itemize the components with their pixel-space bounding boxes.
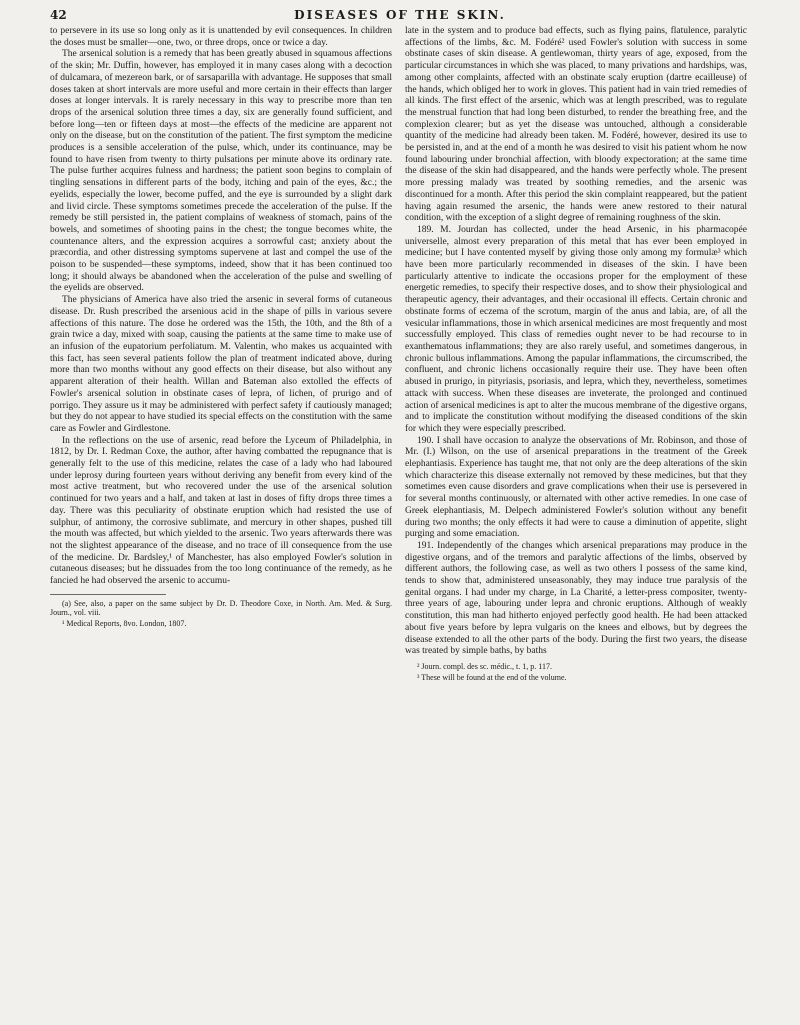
paragraph: The arsenical solution is a remedy that has been greatly abused in squamous affections of the skin; Mr. Duffin, however, has employed it in many cases along with a decoction of dulcamara, of mezereon bark, or of sarsaparilla with advantage. He supposes that small doses taken at short intervals are more useful and more certain in their effects than larger doses at longer intervals. It is rarely necessary in this way to prescribe more than ten drops of the arsenical solution three times a day, six are generally found sufficient, and before long—ten or fifteen days at most—the effects of the medicine are apparent not only on the disease, but on the constitution of the patient. The first symptom the medicine produces is a sensible acceleration of the pulse, which, under its continuance, may be found to have risen from twenty to thirty pulsations per minute above its ordinary rate. The pulse further acquires fulness and hardness; the patient soon begins to complain of tingling sensations in different parts of the body, itching and pain of the eyes, &c.; the eyelids, especially the lower, become puffed, and the eye is surrounded by a slight dark and livid circle. These symptoms sometimes precede the acceleration of the pulse. If the remedy be still persisted in, the patient complains of weakness of stomach, pains of the bowels, and sometimes of shooting pains in the chest; the tongue becomes white, the countenance alters, and the expression acquires a sorrowful cast; anxiety about the præcordia, and other distressing symptoms supervene at last and compel the use of the poison to be suspended—these symptoms, indeed, show that it has been continued too long; it should always be abandoned when the acceleration of the pulse and swelling of the eyelids are observed.: [50, 49, 392, 294]
right-footnotes: [405, 662, 747, 682]
footnote: ³ These will be found at the end of the volume.: [417, 672, 567, 682]
running-head: DISEASES OF THE SKIN.: [294, 8, 506, 22]
paragraph: The physicians of America have also tried the arsenic in several forms of cutaneous disease. Dr. Rush prescribed the arsenious acid in the shape of pills in various severe affections of this nature. The dose he ordered was the 15th, the 10th, and the 8th of a grain twice a day, mixed with soap, causing the patients at the same time to make use of an infusion of the eupatorium perfoliatum. M. Valentin, who makes us acquainted with this fact, has seen several patients follow the plan of treatment indicated above, during more than two months without any good effects on their disease, but also without any apparent alteration of their health. Willan and Bateman also extolled the effects of Fowler's arsenical solution in obstinate cases of lepra, of lichen, of prurigo and of porrigo. They assure us it may be administered with perfect safety if cautiously managed; but they do not appear to have studied its special effects on the constitution with the same care as Fowler and Girdlestone.: [50, 295, 392, 434]
footnote-divider: [50, 594, 166, 595]
footnote: ² Journ. compl. des sc. médic., t. 1, p. 117.: [417, 661, 552, 671]
paragraph: 191. Independently of the changes which arsenical preparations may produce in the digestive organs, and of the tremors and paralytic affections of the limbs, observed by different authors, the following case, as well as two others I possess of the same kind, tends to show that, administered unseasonably, they may induce true paralysis of the genital organs. I had under my charge, in La Charité, a letter-press compositer, twenty-three years of age, labouring under lepra and chronic eruptions. Although of weakly constitution, this man had hitherto enjoyed perfectly good health. He had been attacked about five years before by lepra vulgaris on the knees and elbows, but by degrees the disease extended to all the other parts of the body. During the first two years, the disease was treated by simple baths, by baths: [405, 540, 747, 657]
paragraph: late in the system and to produce bad effects, such as flying pains, flatulence, paralytic affections of the limbs, &c. M. Fodéré² used Fowler's solution with success in some obstinate cases of skin disease. A gentlewoman, thirty years of age, exposed, from the particular circumstances in which she was placed, to many privations and hardships, was, among other complaints, affected with an obstinate scaly eruption (dartre ecailleuse) of the hands, which obliged her to work in gloves. This patient had in vain tried remedies of all kinds. The first effect of the arsenic, which was at length prescribed, was to regulate the menstrual function that had long been disturbed, to render the breathing free, and the complexion clearer; but as yet the disease was untouched, although a considerable quantity of the medicine had already been taken. M. Fodéré, however, desired its use to be persisted in, and at the end of a month he was desired to visit his patient whom he now found labouring under bronchial affection, with bloody expectoration; at the same time the disease of the skin had disappeared, and the hands were perfectly whole. The present more pressing malady was treated by soothing remedies, and the arsenic was discontinued for a month. After this period the skin complaint reappeared, but the patient having again resumed the arsenic, the hands were anew restored to their natural condition, with the exception of a slight degree of remaining roughness of the skin.: [405, 26, 747, 224]
page-header: [50, 8, 750, 28]
paragraph: 189. M. Jourdan has collected, under the head Arsenic, in his pharmacopée universelle, almost every preparation of this metal that has ever been employed in medicine; but I have contented myself by giving those only among my formulæ³ which have been more particularly recommended in diseases of the skin. I have been particularly attentive to indicate the occasions proper for the employment of these energetic remedies, to specify their respective doses, and to show their physiological and therapeutic agency, their advantages, and their occasional ill effects. Certain chronic and obstinate forms of eczema of the scrotum, margin of the anus and labia, are, of all the vesicular inflammations, those in which arsenical medicines are most frequently and most successfully employed. This class of remedies ought never to be had recourse to in exanthematous inflammations; they are also rarely useful, and sometimes dangerous, in chronic bullous inflammations. Among the papular inflammations, the circumscribed, the confluent, and chronic lichens occasionally require their use. They have been often abused in prurigo, in pityriasis, psoriasis, and lepra, which they, nevertheless, sometimes attack with success. When these diseases are inveterate, the prolonged and continued action of arsenical medicines is apt to alter the mucous membrane of the digestive organs, and to implicate the constitution without modifying the diseased conditions of the skin for which they were especially prescribed.: [405, 224, 747, 434]
left-column: [50, 26, 392, 1016]
footnote: (a) See, also, a paper on the same subject by Dr. D. Theodore Coxe, in North. Am. Med. & Surg. Journ., vol. viii.: [50, 598, 392, 618]
paragraph: 190. I shall have occasion to analyze the observations of Mr. Robinson, and those of Mr. (I.) Wilson, on the use of arsenical preparations in the treatment of the Greek elephantiasis. Experience has taught me, that not only are the deep alterations of the skin which characterize this disease externally not removed by these medicines, but that they sometimes even cause disorders and grave complications when their use is persevered in for several months continuously, or alternated with other active remedies. In one case of Greek elephantiasis, M. Delpech administered Fowler's solution without any benefit during two months; the only effects it had were to cause a diminution of appetite, slight purging and some emaciation.: [405, 435, 747, 540]
paragraph: to persevere in its use so long only as it is unattended by evil consequences. In children the doses must be smaller—one, two, or three drops, once or twice a day.: [50, 26, 392, 48]
page-number: 42: [50, 8, 67, 22]
footnote: ¹ Medical Reports, 8vo. London, 1807.: [62, 618, 187, 628]
right-column: [405, 26, 747, 1016]
paragraph: In the reflections on the use of arsenic, read before the Lyceum of Philadelphia, in 1812, by Dr. I. Redman Coxe, the author, after having combatted the repugnance that is generally felt to the use of this medicine, relates the case of a lady who had laboured under leprosy during fourteen years without deriving any benefit from every kind of the most active treatment, but who recovered under the use of the arsenical solution continued for two years and a half, and taken at last in doses of fifty drops three times a day. There was this peculiarity of obstinate eruption which had resisted the use of sulphur, of antimony, the corrosive sublimate, and mercury in other shapes, pushed till the mouth was affected, but which yielded to the arsenic. Two years afterwards there was not the slightest appearance of the disease, and no trace of ill consequence from the use of the medicine. Dr. Bardsley,¹ of Manchester, has also employed Fowler's solution in cutaneous diseases; but he dissuades from the too long continuance of the remedy, as he fancied he had observed the arsenic to accumu-: [50, 435, 392, 587]
